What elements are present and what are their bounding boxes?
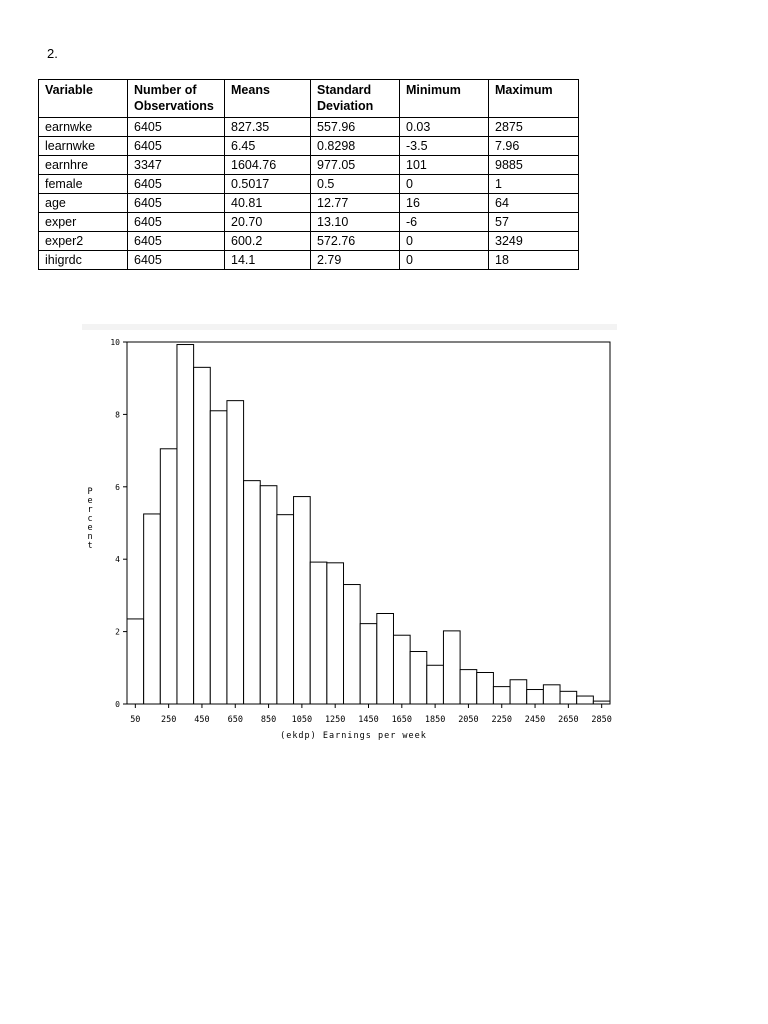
cell-maximum: 1 — [489, 175, 579, 194]
header-observations: Number of Observations — [128, 80, 225, 118]
histogram-bar — [327, 563, 344, 704]
cell-means: 14.1 — [225, 251, 311, 270]
cell-maximum: 3249 — [489, 232, 579, 251]
cell-observations: 6405 — [128, 175, 225, 194]
histogram-bar — [244, 481, 261, 704]
histogram-bar — [127, 619, 144, 704]
histogram-bar — [427, 665, 444, 704]
cell-variable: ihigrdc — [39, 251, 128, 270]
y-tick-label: 10 — [110, 338, 120, 347]
cell-observations: 6405 — [128, 232, 225, 251]
histogram-bar — [393, 635, 410, 704]
cell-std-dev: 13.10 — [311, 213, 400, 232]
histogram-bar — [493, 687, 510, 704]
table-row — [39, 156, 579, 175]
histogram-bar — [577, 696, 594, 704]
histogram-bar — [310, 562, 327, 704]
cell-std-dev: 977.05 — [311, 156, 400, 175]
cell-std-dev: 557.96 — [311, 118, 400, 137]
cell-variable: exper2 — [39, 232, 128, 251]
histogram-bar — [227, 401, 244, 704]
cell-variable: female — [39, 175, 128, 194]
histogram-bar — [443, 631, 460, 704]
cell-means: 40.81 — [225, 194, 311, 213]
cell-means: 20.70 — [225, 213, 311, 232]
x-tick-label: 2650 — [558, 715, 579, 725]
x-tick-label: 650 — [227, 715, 243, 725]
cell-minimum: 0.03 — [400, 118, 489, 137]
x-tick-label: 850 — [260, 715, 277, 725]
y-tick-label: 0 — [115, 700, 120, 709]
x-axis-label: (ekdp) Earnings per week — [280, 731, 427, 741]
cell-observations: 3347 — [128, 156, 225, 175]
histogram-bar — [160, 449, 177, 704]
histogram-bar — [477, 673, 494, 704]
x-tick-label: 50 — [130, 715, 141, 725]
cell-std-dev: 0.5 — [311, 175, 400, 194]
cell-variable: earnwke — [39, 118, 128, 137]
cell-minimum: 101 — [400, 156, 489, 175]
y-tick-label: 6 — [115, 482, 120, 492]
histogram-bar — [194, 367, 211, 704]
x-tick-label: 1850 — [424, 715, 446, 725]
cell-maximum: 9885 — [489, 156, 579, 175]
cell-std-dev: 2.79 — [311, 251, 400, 270]
cell-minimum: -6 — [400, 213, 489, 232]
cell-maximum: 64 — [489, 194, 579, 213]
cell-observations: 6405 — [128, 251, 225, 270]
histogram-bar — [560, 691, 577, 704]
x-tick-label: 2250 — [491, 715, 512, 725]
table-row — [39, 175, 579, 194]
histogram-bar — [527, 690, 544, 704]
histogram-bar — [360, 624, 377, 704]
y-axis-label: P e r c e n t — [87, 487, 93, 551]
cell-variable: exper — [39, 213, 128, 232]
cell-means: 1604.76 — [225, 156, 311, 175]
histogram-bar — [277, 515, 294, 704]
cell-means: 600.2 — [225, 232, 311, 251]
histogram-svg — [82, 322, 622, 752]
histogram-bar — [144, 514, 161, 704]
cell-observations: 6405 — [128, 213, 225, 232]
table-row — [39, 232, 579, 251]
cell-observations: 6405 — [128, 194, 225, 213]
header-variable: Variable — [39, 80, 128, 118]
cell-std-dev: 0.8298 — [311, 137, 400, 156]
earnings-histogram — [82, 322, 622, 752]
cell-std-dev: 12.77 — [311, 194, 400, 213]
cell-means: 6.45 — [225, 137, 311, 156]
cell-std-dev: 572.76 — [311, 232, 400, 251]
x-tick-label: 1250 — [324, 715, 346, 725]
cell-minimum: 16 — [400, 194, 489, 213]
x-tick-label: 2050 — [458, 715, 479, 725]
cell-maximum: 2875 — [489, 118, 579, 137]
histogram-bar — [294, 497, 311, 704]
header-std-dev: Standard Deviation — [311, 80, 400, 118]
cell-minimum: 0 — [400, 251, 489, 270]
x-tick-label: 250 — [160, 715, 177, 725]
histogram-bar — [410, 652, 427, 704]
header-means: Means — [225, 80, 311, 118]
histogram-bar — [377, 614, 394, 705]
y-tick-label: 8 — [115, 410, 120, 420]
cell-means: 827.35 — [225, 118, 311, 137]
table-row — [39, 194, 579, 213]
cell-maximum: 57 — [489, 213, 579, 232]
x-tick-label: 1450 — [358, 715, 379, 725]
cell-maximum: 18 — [489, 251, 579, 270]
table-row — [39, 213, 579, 232]
x-tick-label: 1650 — [391, 715, 413, 725]
cell-means: 0.5017 — [225, 175, 311, 194]
histogram-bar — [210, 411, 227, 704]
cell-variable: learnwke — [39, 137, 128, 156]
question-number: 2. — [47, 46, 58, 61]
x-tick-label: 2850 — [591, 715, 612, 725]
cell-variable: age — [39, 194, 128, 213]
header-maximum: Maximum — [489, 80, 579, 118]
cell-maximum: 7.96 — [489, 137, 579, 156]
histogram-bar — [543, 685, 560, 704]
table-row — [39, 118, 579, 137]
x-tick-label: 450 — [194, 715, 210, 725]
histogram-bar — [344, 585, 361, 704]
table-row — [39, 251, 579, 270]
table-header-row — [39, 80, 579, 118]
table-row — [39, 137, 579, 156]
cell-observations: 6405 — [128, 118, 225, 137]
cell-observations: 6405 — [128, 137, 225, 156]
cell-minimum: -3.5 — [400, 137, 489, 156]
histogram-bar — [260, 486, 277, 704]
header-minimum: Minimum — [400, 80, 489, 118]
histogram-bar — [177, 345, 194, 704]
cell-variable: earnhre — [39, 156, 128, 175]
histogram-bar — [460, 670, 477, 704]
x-tick-label: 2450 — [524, 715, 546, 725]
y-tick-label: 4 — [115, 555, 120, 565]
summary-statistics-table — [38, 79, 579, 270]
chart-top-band — [82, 324, 617, 330]
y-tick-label: 2 — [115, 627, 120, 637]
x-tick-label: 1050 — [291, 715, 313, 725]
histogram-bar — [510, 680, 527, 704]
cell-minimum: 0 — [400, 232, 489, 251]
cell-minimum: 0 — [400, 175, 489, 194]
